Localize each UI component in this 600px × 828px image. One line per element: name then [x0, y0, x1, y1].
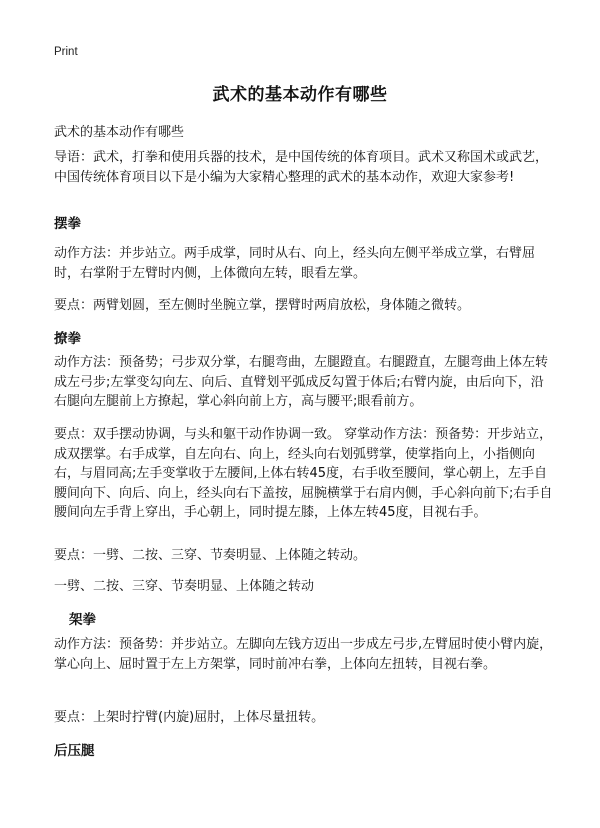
section-heading-jiaquan: 架拳: [69, 612, 96, 628]
section-heading-liaoquan: 撩拳: [54, 331, 81, 347]
section-paragraph: 动作方法：预备势；弓步双分掌，右腿弯曲，左腿蹬直。右腿蹬直，左腿弯曲上体左转成左弓步;左掌变勾向左、向后、直臂划平弧成反勾置于体后;右臂内旋，由后向下，沿右腿向左腿前上方撩起，掌心斜向前上方，高与腰平;眼看前方。: [54, 355, 549, 409]
article-subtitle: 武术的基本动作有哪些: [54, 125, 185, 140]
section-paragraph: 动作方法：并步站立。两手成掌，同时从右、向上，经头向左侧平举成立掌，右臂屈时，右掌附于左臂时内侧，上体微向左转，眼看左掌。: [54, 246, 536, 281]
section-paragraph: 动作方法：预备势：并步站立。左脚向左钱方迈出一步成左弓步,左臂屈时使小臂内旋，掌心向上、屈时置于左上方架掌，同时前冲右拳，上体向左扭转，目视右拳。: [54, 637, 553, 672]
section-paragraph: 要点：双手摆动协调，与头和躯干动作协调一致。 穿掌动作方法：预备势：开步站立，成双摆掌。右手成掌，自左向右、向上，经头向右划弧劈掌，使掌指向上，小指侧向右，与眉同高;左手变掌收于左腰间,上体右转45度，右手收至腰间，掌心朝上，左手自腰间向下、向后、向上，经头向右下盖按，屈腕横掌于右肩内侧，手心斜向前下;右手自腰间向左手背上穿出，手心朝上，同时提左膝，上体左转45度，目视右手。: [54, 427, 553, 520]
section-paragraph: 要点：两臂划圆，至左侧时坐腕立掌，摆臂时两肩放松，身体随之微转。: [54, 298, 471, 313]
section-paragraph: 要点：上架时拧臂(内旋)屈肘，上体尽量扭转。: [54, 710, 325, 725]
section-paragraph: 一劈、二按、三穿、节奏明显、上体随之转动: [54, 579, 315, 594]
section-heading-baiquan: 摆拳: [54, 216, 81, 232]
section-heading-houyatui: 后压腿: [54, 743, 95, 759]
intro-paragraph: 导语：武术，打拳和使用兵器的技术，是中国传统的体育项目。武术又称国术或武艺，中国传统体育项目以下是小编为大家精心整理的武术的基本动作，欢迎大家参考!: [54, 150, 549, 185]
section-paragraph: 要点：一劈、二按、三穿、节奏明显、上体随之转动。: [54, 548, 367, 563]
print-link[interactable]: Print: [54, 46, 78, 58]
page-title: 武术的基本动作有哪些: [212, 85, 388, 105]
